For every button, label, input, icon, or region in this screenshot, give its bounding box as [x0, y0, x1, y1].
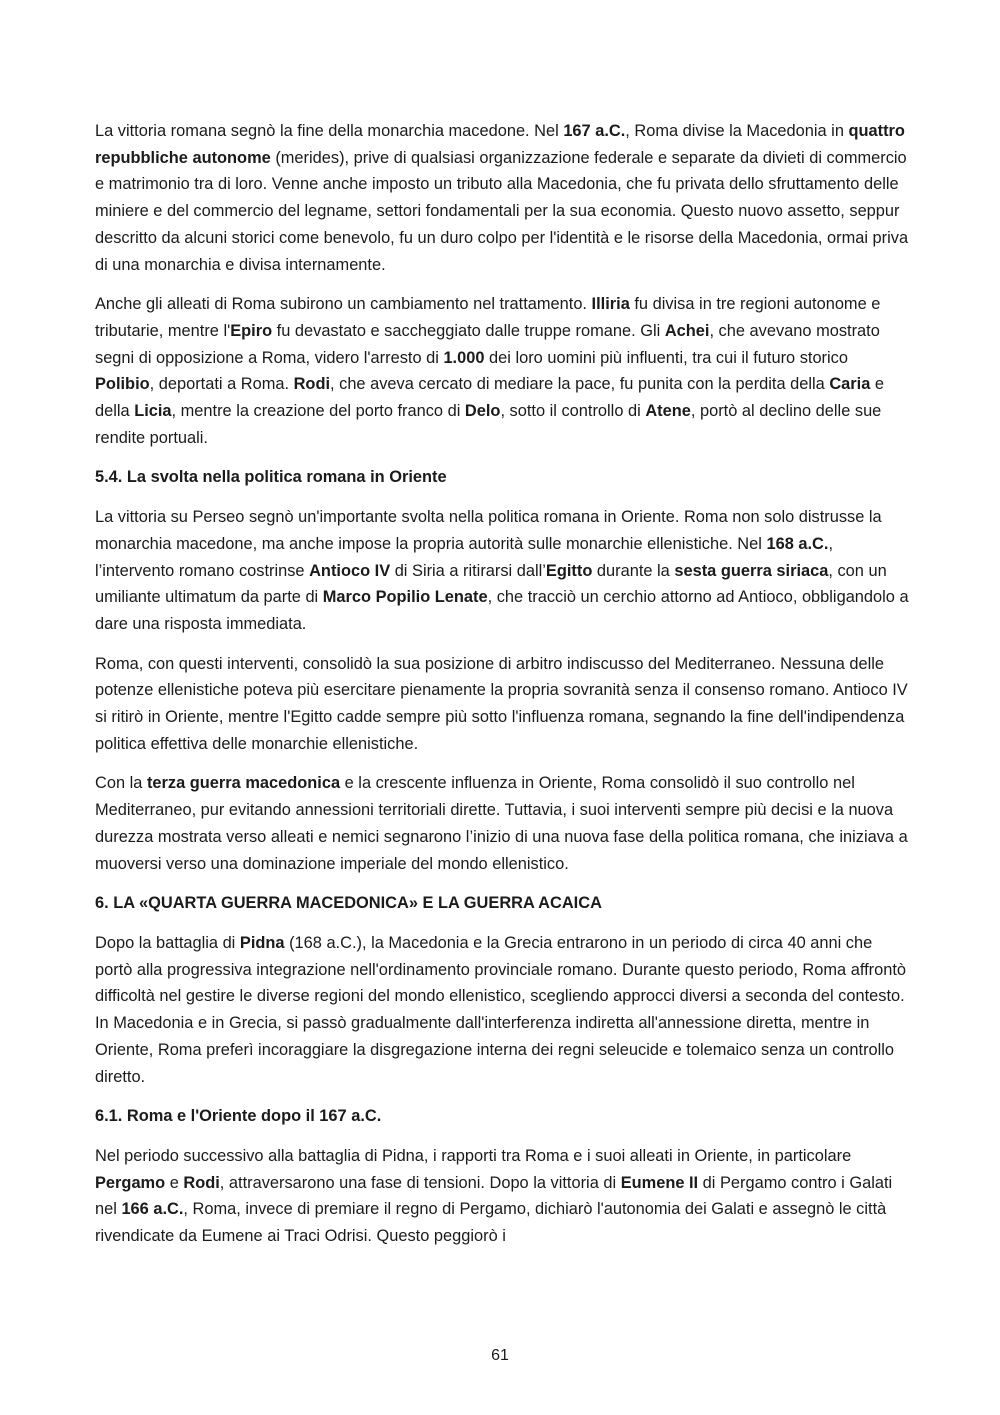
- text-run: Nel periodo successivo alla battaglia di Pidna, i rapporti tra Roma e i suoi alleati in Oriente, in particolare: [95, 1146, 852, 1165]
- text-run: (168 a.C.), la Macedonia e la Grecia entrarono in un periodo di circa 40 anni che portò alla progressiva integrazione nell'ordinamento provinciale romano. Durante questo periodo, Roma affrontò difficoltà nel gestire le diverse regioni del mondo ellenistico, scegliendo approcci diversi a seconda del contesto. In Macedonia e in Grecia, si passò gradualmente dall'interferenza indiretta all'annessione diretta, mentre in Oriente, Roma preferì incoraggiare la disgregazione interna dei regni seleucide e tolemaico senza un controllo diretto.: [95, 933, 906, 1086]
- bold-text: Delo: [464, 402, 501, 421]
- text-run: , sotto il controllo di: [500, 402, 646, 421]
- paragraph: [95, 770, 910, 877]
- text-run: Roma, con questi interventi, consolidò la sua posizione di arbitro indiscusso del Mediterraneo. Nessuna delle potenze ellenistiche poteva più esercitare pienamente la propria sovranità senza il consenso romano. Antioco IV si ritirò in Oriente, mentre l'Egitto cadde sempre più sotto l'influenza romana, segnando la fine dell'indipendenza politica effettiva delle monarchie ellenistiche.: [95, 654, 908, 753]
- section-heading: [95, 464, 910, 491]
- bold-text: Atene: [645, 402, 691, 421]
- bold-text: 1.000: [443, 348, 485, 367]
- bold-text: sesta guerra siriaca: [674, 561, 829, 580]
- bold-text: Illiria: [591, 295, 630, 314]
- text-run: , portò al declino delle sue rendite portuali.: [95, 402, 882, 447]
- bold-text: 168 a.C.: [766, 534, 829, 553]
- text-run: (merides), prive di qualsiasi organizzazione federale e separate da divieti di commercio e matrimonio tra di loro. Venne anche imposto un tributo alla Macedonia, che fu privata dello sfruttamento delle miniere e del commercio del legname, settori fondamentali per la sua economia. Questo nuovo assetto, seppur descritto da alcuni storici come benevolo, fu un duro colpo per l'identità e le risorse della Macedonia, ormai priva di una monarchia e divisa internamente.: [95, 148, 909, 274]
- paragraph: [95, 118, 910, 278]
- text-run: , deportati a Roma.: [149, 375, 294, 394]
- bold-text: Pergamo: [95, 1173, 166, 1192]
- bold-text: Epiro: [230, 321, 273, 340]
- bold-text: Licia: [134, 402, 172, 421]
- text-run: Anche gli alleati di Roma subirono un cambiamento nel trattamento.: [95, 295, 592, 314]
- paragraph: [95, 504, 910, 638]
- text-run: , che avevano mostrato segni di opposizione a Roma, videro l'arresto di: [95, 321, 880, 367]
- text-run: La vittoria su Perseo segnò un'importante svolta nella politica romana in Oriente. Roma non solo distrusse la monarchia macedone, ma anche impose la propria autorità sulle monarchie ellenistiche. Nel: [95, 508, 882, 553]
- bold-text: Rodi: [293, 375, 331, 394]
- text-run: , che aveva cercato di mediare la pace, fu punita con la perdita della: [330, 375, 830, 394]
- text-run: , mentre la creazione del porto franco di: [171, 402, 465, 421]
- bold-text: Rodi: [183, 1173, 220, 1192]
- paragraph: [95, 291, 910, 451]
- text-run: di Siria a ritirarsi dall’: [390, 561, 546, 580]
- text-run: e la crescente influenza in Oriente, Roma consolidò il suo controllo nel Mediterraneo, pur evitando annessioni territoriali dirette. Tuttavia, i suoi interventi sempre più decisi e la nuova durezza mostrata verso alleati e nemici segnarono l’inizio di una nuova fase della politica romana, che iniziava a muoversi verso una dominazione imperiale del mondo ellenistico.: [95, 774, 908, 873]
- bold-text: Eumene II: [620, 1173, 699, 1192]
- section-heading: [95, 890, 910, 917]
- text-run: dei loro uomini più influenti, tra cui il futuro storico: [484, 348, 848, 367]
- bold-text: Antioco IV: [309, 561, 391, 580]
- text-run: La vittoria romana segnò la fine della monarchia macedone. Nel: [95, 122, 564, 140]
- bold-text: quattro repubbliche autonome: [95, 122, 905, 167]
- paragraph: [95, 1143, 910, 1250]
- paragraph: [95, 930, 910, 1090]
- text-run: Dopo la battaglia di: [95, 933, 240, 952]
- text-content: [95, 118, 910, 1250]
- text-run: 6. LA «QUARTA GUERRA MACEDONICA» E LA GUERRA ACAICA: [95, 894, 602, 913]
- bold-text: Egitto: [545, 561, 593, 580]
- text-run: 5.4. La svolta nella politica romana in Oriente: [95, 468, 447, 487]
- text-run: Con la: [95, 774, 147, 793]
- text-run: 6.1. Roma e l'Oriente dopo il 167 a.C.: [95, 1107, 382, 1126]
- bold-text: Marco Popilio Lenate: [322, 588, 488, 607]
- page-number: 61: [491, 1347, 509, 1364]
- section-heading: [95, 1103, 910, 1130]
- text-run: , che tracciò un cerchio attorno ad Antioco, obbligandolo a dare una risposta immediata.: [95, 588, 909, 633]
- bold-text: Achei: [664, 321, 710, 340]
- text-run: , l’intervento romano costrinse: [95, 534, 833, 580]
- text-run: , Roma divise la Macedonia in: [625, 122, 849, 140]
- text-run: di Pergamo contro i Galati nel: [95, 1173, 893, 1219]
- bold-text: 167 a.C.: [563, 122, 626, 140]
- text-run: fu devastato e saccheggiato dalle truppe romane. Gli: [272, 321, 665, 340]
- bold-text: Pidna: [239, 933, 285, 952]
- paragraph: [95, 651, 910, 758]
- text-run: e della: [95, 375, 885, 421]
- text-run: durante la: [592, 561, 675, 580]
- document-body: [95, 118, 910, 1263]
- text-run: e: [165, 1173, 184, 1192]
- text-run: , con un umiliante ultimatum da parte di: [95, 561, 887, 607]
- bold-text: Caria: [829, 375, 871, 394]
- text-run: fu divisa in tre regioni autonome e tributarie, mentre l': [95, 295, 881, 340]
- text-run: , Roma, invece di premiare il regno di Pergamo, dichiarò l'autonomia dei Galati e assegnò le città rivendicate da Eumene ai Traci Odrisi. Questo peggiorò i: [95, 1200, 887, 1246]
- bold-text: 166 a.C.: [121, 1200, 184, 1219]
- bold-text: terza guerra macedonica: [146, 774, 341, 793]
- text-run: , attraversarono una fase di tensioni. Dopo la vittoria di: [219, 1173, 621, 1192]
- bold-text: Polibio: [95, 375, 150, 394]
